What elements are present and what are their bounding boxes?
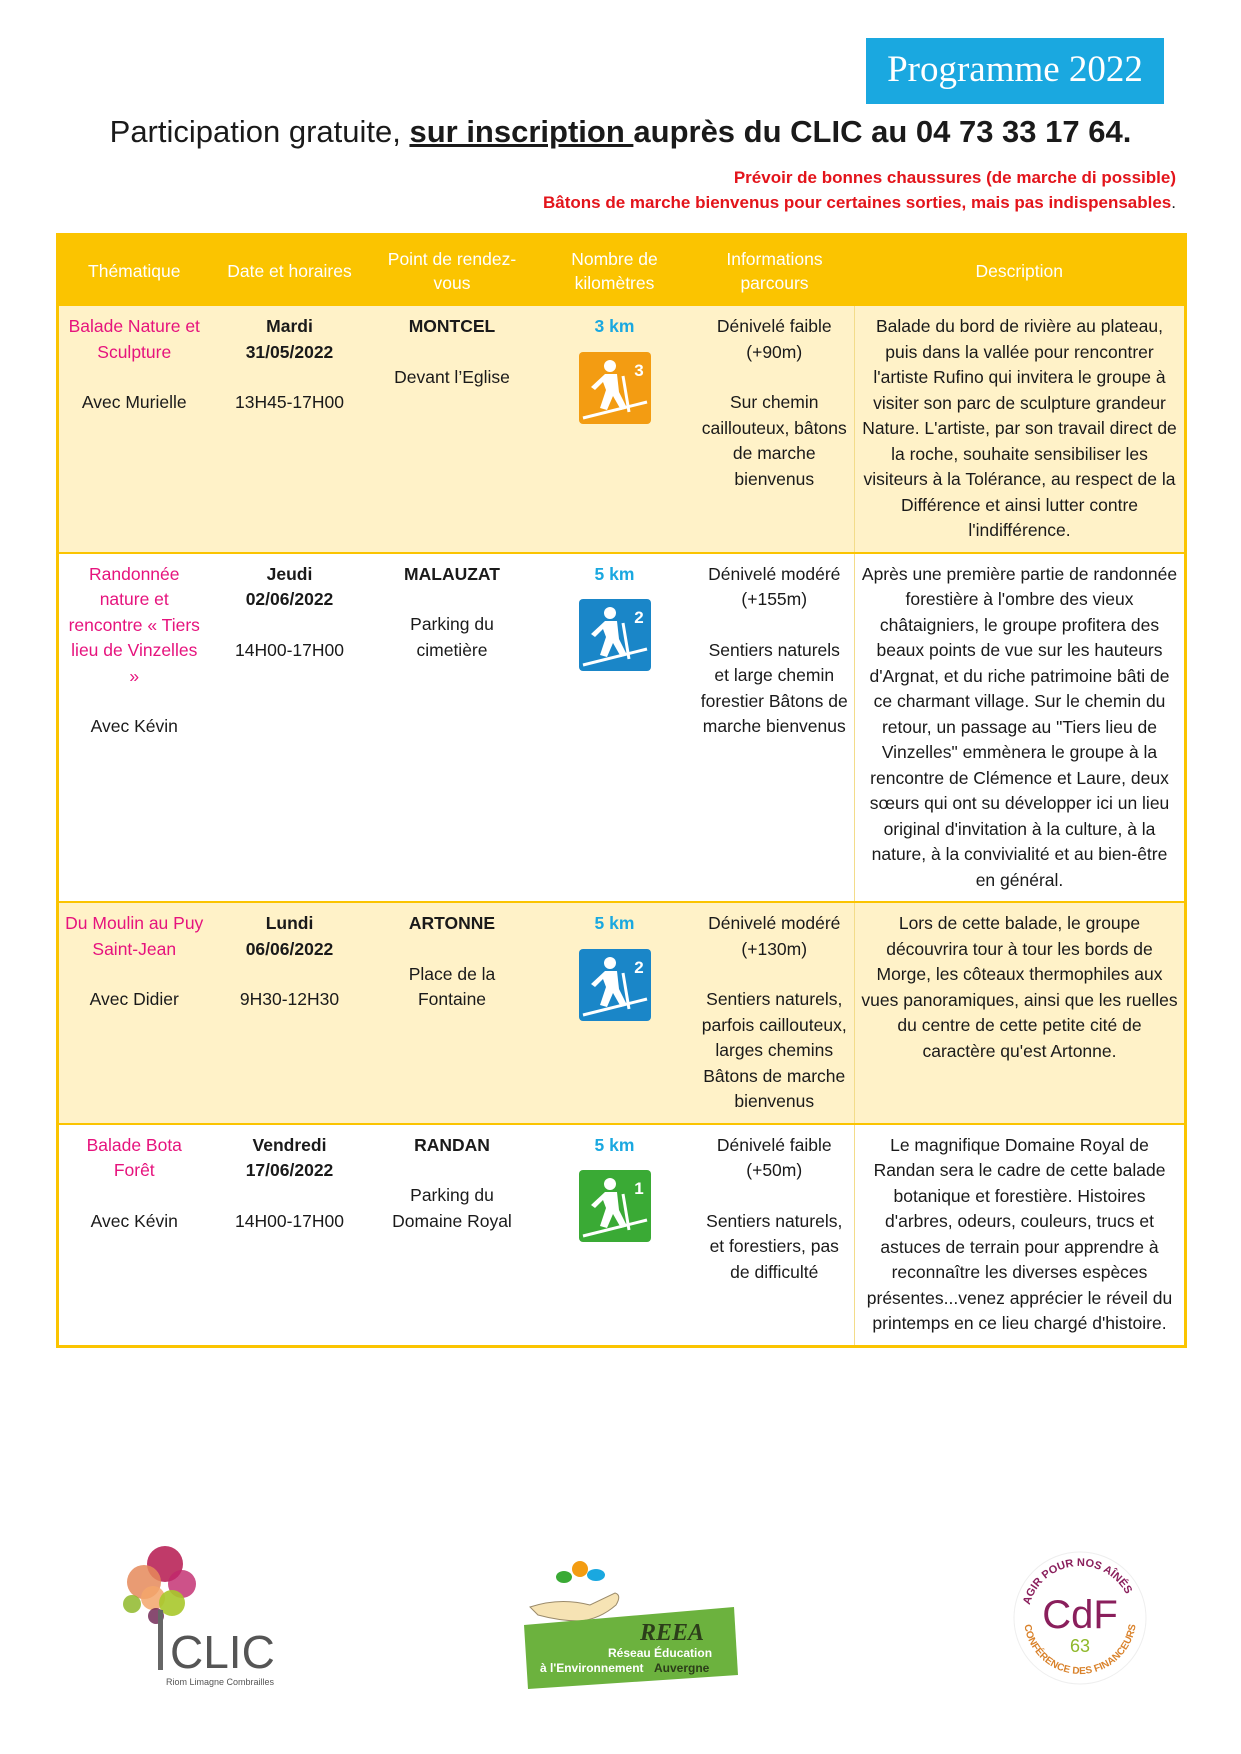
cell-meeting-point [370,1124,535,1347]
outing-meeting-point: Parking du cimetière [410,614,494,660]
outing-elevation: Dénivelé modéré (+155m) [708,563,841,609]
headline-registration: sur inscription [409,114,634,149]
table-row [58,1124,1186,1347]
table-row [58,902,1186,1124]
hand-icon [530,1593,619,1621]
header-meeting-point: Point de rendez-vous [370,235,535,307]
outing-route-detail: Sentiers naturels, parfois caillouteux, larges chemins Bâtons de marche bienvenus [701,989,847,1111]
note-poles [543,190,1176,215]
cell-meeting-point [370,306,535,553]
cell-km [535,902,695,1124]
cell-description [855,553,1186,903]
cell-route-info [695,553,855,903]
reea-line2: à l'Environnement [540,1661,644,1675]
outing-elevation: Dénivelé faible (+90m) [716,316,832,362]
outing-place: RANDAN [414,1134,490,1155]
cell-theme [58,1124,210,1347]
difficulty-level: 2 [633,957,644,977]
cell-date [210,306,370,553]
cdf-number: 63 [1069,1636,1091,1656]
outing-day: Mardi [266,316,313,336]
outing-place: ARTONNE [408,913,496,933]
header-route-info: Informations parcours [695,235,855,307]
outing-guide: Avec Murielle [81,392,187,412]
outing-description: Après une première partie de randonnée forestière à l'ombre des vieux châtaigniers, le groupe profitera des beaux points de vue sur les hauteurs d'Argnat, et du riche patrimoine bâti de ce charmant village. Sur le chemin du retour, un passage au "Tiers lieu de Vinzelles" emmènera le groupe à la rencontre de Clémence et Laure, deux sœurs qui ont su développer ici un lieu original d'invitation à la culture, à la nature, à la convivialité et au bien-être en général. [861,563,1178,890]
outing-hours: 9H30-12H30 [239,989,340,1009]
clic-name: CLIC [170,1626,275,1678]
cell-description [855,902,1186,1124]
note-poles-end: . [1171,193,1176,212]
hiker-difficulty-icon [579,949,651,1021]
reea-logo [520,1555,740,1690]
clic-logo [118,1540,278,1690]
cell-theme [58,902,210,1124]
outing-description: Balade du bord de rivière au plateau, puis dans la vallée pour rencontrer l'artiste Rufino qui invitera le groupe à visiter son parc de sculpture grandeur Nature. L'artiste, par son travail direct de la roche, souhaite sensibiliser les visiteurs à la Tolérance, au respect de la Différence et ainsi lutter contre l'indifférence. [862,316,1177,540]
cdf-ring-top: AGIR POUR NOS AÎNÉS [1020,1556,1135,1607]
header-km: Nombre de kilomètres [535,235,695,307]
outing-meeting-point: Devant l’Eglise [394,366,510,387]
outing-guide: Avec Kévin [90,1210,178,1231]
cell-route-info [695,902,855,1124]
program-badge: Programme 2022 [866,38,1164,104]
reea-line1: Réseau Éducation [608,1646,713,1660]
outing-elevation: Dénivelé faible (+50m) [716,1134,832,1180]
cdf-ring-bottom: CONFÉRENCE DES FINANCEURS [1021,1623,1139,1678]
cell-meeting-point [370,902,535,1124]
difficulty-level: 1 [633,1179,644,1198]
reea-name: REEA [640,1620,705,1646]
outing-theme: Balade Bota Forêt [86,1134,182,1180]
outing-place: MALAUZAT [404,563,500,584]
difficulty-level: 2 [633,608,644,627]
outing-description: Le magnifique Domaine Royal de Randan sera le cadre de cette balade botanique et forestière. Histoires d'arbres, odeurs, couleurs, trucs et astuces de terrain pour apprendre à reconnaître les diverses espèces présentes...venez apprécier le réveil du printemps en ce lieu chargé d'histoire. [866,1134,1173,1333]
outing-theme: Balade Nature et Sculpture [68,316,200,362]
hiker-difficulty-icon [579,1170,651,1242]
header-description: Description [855,235,1186,307]
cdf-name: CdF [1042,1593,1118,1637]
cell-date [210,553,370,903]
outing-km: 5 km [594,913,635,933]
cell-theme [58,306,210,553]
outing-route-detail: Sur chemin caillouteux, bâtons de marche bienvenus [701,392,847,489]
cell-km [535,553,695,903]
headline-contact: auprès du CLIC au 04 73 33 17 64. [633,114,1132,149]
cell-description [855,1124,1186,1347]
outing-route-detail: Sentiers naturels, et forestiers, pas de difficulté [706,1210,843,1282]
outing-guide: Avec Didier [89,989,179,1009]
outing-description: Lors de cette balade, le groupe découvrira tour à tour les bords de Morge, les côteaux thermophiles aux vues panoramiques, ainsi que les ruelles du centre de cette petite cité de caractère qu'est Artonne. [861,913,1178,1061]
hiker-difficulty-icon [579,599,651,671]
outing-theme: Du Moulin au Puy Saint-Jean [65,913,204,959]
notes [543,165,1176,215]
outing-place: MONTCEL [408,316,496,336]
note-poles-text: Bâtons de marche bienvenus pour certaines sorties, mais pas indispensables [542,193,1172,212]
outing-km: 5 km [594,1134,635,1155]
outing-theme: Randonnée nature et rencontre « Tiers lieu de Vinzelles » [68,563,200,686]
outing-day: Jeudi [266,563,313,584]
hiker-difficulty-icon [579,352,651,424]
cell-theme [58,553,210,903]
cdf-logo [1010,1548,1150,1688]
outing-hours: 14H00-17H00 [235,1210,344,1231]
table-row [58,553,1186,903]
outing-date: 31/05/2022 [245,341,334,362]
header-theme: Thématique [58,235,210,307]
note-shoes: Prévoir de bonnes chaussures (de marche di possible) [733,168,1176,187]
cell-description [855,306,1186,553]
cell-route-info [695,1124,855,1347]
outing-day: Lundi [265,913,314,933]
headline-part1: Participation gratuite, [109,114,410,149]
outing-km: 5 km [594,563,635,584]
outing-hours: 13H45-17H00 [235,392,344,412]
header-date: Date et horaires [210,235,370,307]
outing-day: Vendredi [252,1134,327,1155]
cell-km [535,306,695,553]
outing-meeting-point: Place de la Fontaine [408,963,496,1009]
outing-date: 06/06/2022 [245,938,334,959]
cell-date [210,902,370,1124]
headline [0,110,1241,154]
cell-date [210,1124,370,1347]
table-row [58,306,1186,553]
outing-guide: Avec Kévin [90,716,178,736]
outing-meeting-point: Parking du Domaine Royal [392,1185,512,1231]
outing-elevation: Dénivelé modéré (+130m) [708,913,841,959]
table-header-row [58,235,1186,307]
outing-route-detail: Sentiers naturels et large chemin forestier Bâtons de marche bienvenus [700,639,848,736]
program-table [56,233,1187,1348]
cell-km [535,1124,695,1347]
clic-subtitle: Riom Limagne Combrailles [166,1677,275,1687]
outing-km: 3 km [594,316,635,336]
cell-route-info [695,306,855,553]
reea-line3: Auvergne [654,1661,710,1675]
outing-hours: 14H00-17H00 [235,639,344,660]
cell-meeting-point [370,553,535,903]
difficulty-level: 3 [633,360,644,380]
outing-date: 17/06/2022 [245,1160,334,1180]
outing-date: 02/06/2022 [245,589,334,609]
